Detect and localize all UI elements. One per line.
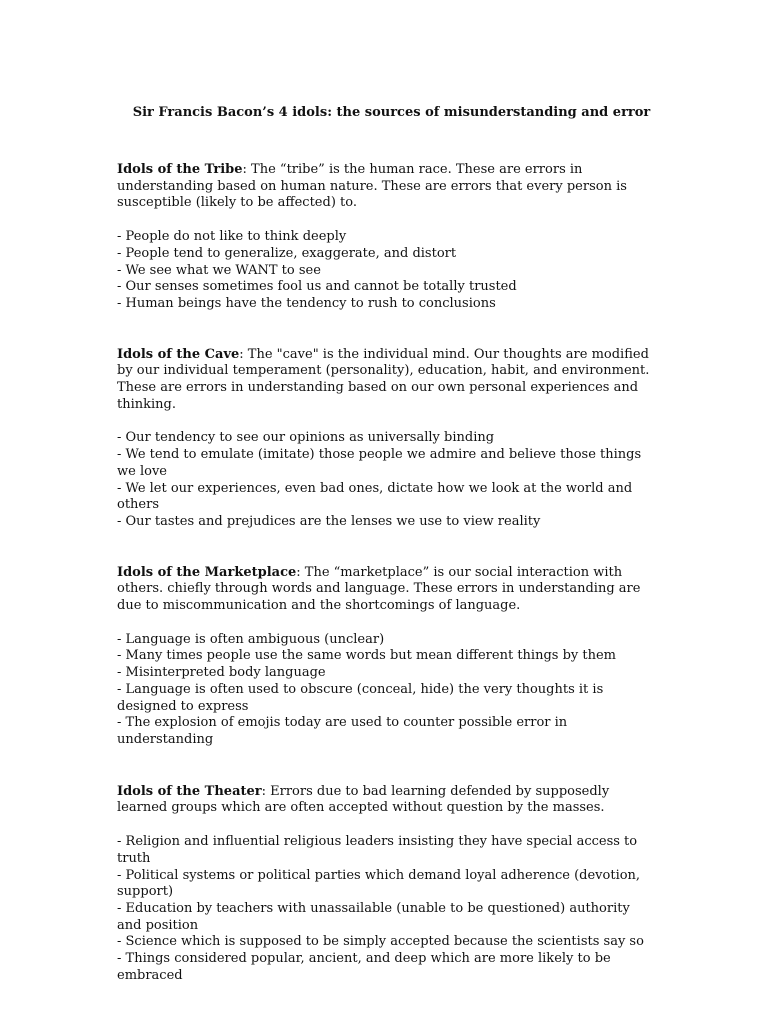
list-item: - Education by teachers with unassailable (unable to be questioned) authority and position <box>117 900 630 933</box>
section-spacer <box>117 531 658 565</box>
list-item: - Things considered popular, ancient, and deep which are more likely to be embraced <box>117 951 611 983</box>
list-item: - We see what we WANT to see <box>117 262 321 278</box>
list-item: - Our tendency to see our opinions as universally binding <box>117 430 495 446</box>
list-item: - Language is often ambiguous (unclear) <box>117 631 385 647</box>
section-idols-of-the-theater <box>117 784 658 985</box>
section-intro <box>117 347 658 414</box>
section-heading: Idols of the Tribe <box>117 162 243 177</box>
bullet-list <box>117 834 658 984</box>
list-item: - Political systems or political parties which demand loyal adherence (devotion, support) <box>117 867 641 900</box>
section-heading: Idols of the Marketplace <box>117 564 297 580</box>
section-spacer <box>117 749 658 784</box>
list-item: - We tend to emulate (imitate) those people we admire and believe those things we love <box>117 447 642 479</box>
list-item: - Misinterpreted body language <box>117 665 326 681</box>
section-description: : Errors due to bad learning defended by supposedly learned groups which are often accepted without question by the masses. <box>117 783 610 816</box>
section-intro <box>117 162 658 212</box>
bullet-list <box>117 229 658 313</box>
section-idols-of-the-tribe <box>117 162 658 313</box>
list-item: - People tend to generalize, exaggerate, and distort <box>117 245 457 261</box>
section-spacer <box>117 313 658 347</box>
section-description: : The “tribe” is the human race. These are errors in understanding based on human nature. These are errors that every person is susceptible (likely to be affected) to. <box>117 162 627 211</box>
bullet-list <box>117 632 658 749</box>
list-item: - Our senses sometimes fool us and cannot be totally trusted <box>117 279 517 295</box>
section-heading: Idols of the Theater <box>117 783 262 799</box>
section-idols-of-the-marketplace <box>117 565 658 749</box>
list-item: - The explosion of emojis today are used to counter possible error in understanding <box>117 715 568 747</box>
section-heading: Idols of the Cave <box>117 346 240 362</box>
section-intro <box>117 565 658 615</box>
section-idols-of-the-cave <box>117 347 658 531</box>
section-intro <box>117 784 658 817</box>
list-item: - Many times people use the same words but mean different things by them <box>117 648 616 664</box>
section-description: : The “marketplace” is our social interaction with others. chiefly through words and language. These errors in understanding are due to miscommunication and the shortcomings of language. <box>117 564 641 614</box>
bullet-list <box>117 430 658 530</box>
list-item: - Religion and influential religious leaders insisting they have special access to truth <box>117 834 638 866</box>
list-item: - Language is often used to obscure (conceal, hide) the very thoughts it is designed to express <box>117 681 604 714</box>
section-description: : The "cave" is the individual mind. Our thoughts are modified by our individual temperament (personality), education, habit, and environment. These are errors in understanding based on our own personal experiences and thinking. <box>117 346 650 412</box>
list-item: - Science which is supposed to be simply accepted because the scientists say so <box>117 934 644 950</box>
list-item: - Our tastes and prejudices are the lenses we use to view reality <box>117 513 541 529</box>
list-item: - People do not like to think deeply <box>117 229 347 245</box>
list-item: - Human beings have the tendency to rush to conclusions <box>117 295 496 311</box>
document-title: Sir Francis Bacon’s 4 idols: the sources of misunderstanding and error <box>132 105 651 120</box>
list-item: - We let our experiences, even bad ones, dictate how we look at the world and others <box>117 480 633 513</box>
